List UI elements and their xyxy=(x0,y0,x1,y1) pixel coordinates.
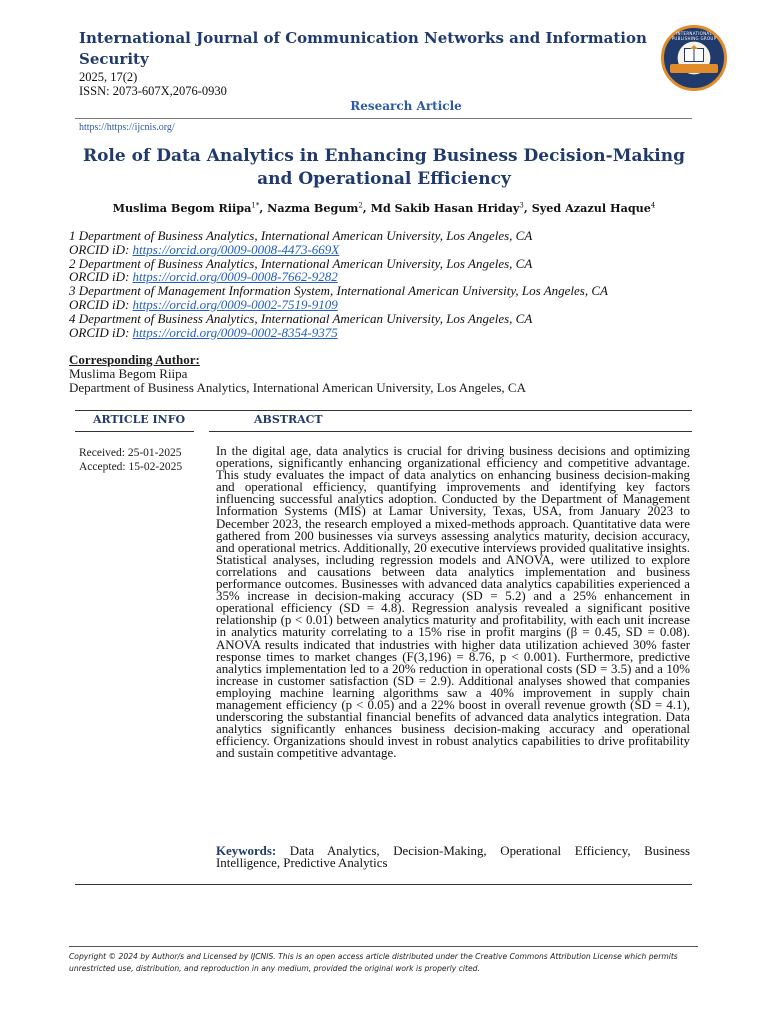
author-mark: 4 xyxy=(650,201,656,210)
orcid-link[interactable]: https://orcid.org/0009-0002-7519-9109 xyxy=(132,296,338,312)
header-divider xyxy=(75,118,692,119)
seal-ribbon xyxy=(670,64,718,73)
affiliation-orcid xyxy=(69,243,709,257)
corresponding-heading: Corresponding Author: xyxy=(69,352,200,367)
affiliation-orcid xyxy=(69,326,709,340)
affiliation-dept: 2 Department of Business Analytics, International American University, Los Angeles, CA xyxy=(69,255,533,271)
corresponding-dept: Department of Business Analytics, International American University, Los Angeles, CA xyxy=(69,380,526,395)
section-divider xyxy=(75,431,194,432)
section-divider xyxy=(209,431,692,432)
keywords-label: Keywords: xyxy=(216,844,277,858)
accepted-date: Accepted: 15-02-2025 xyxy=(79,461,183,473)
orcid-label: ORCID iD: xyxy=(69,296,133,312)
seal-ring-text: INTERNATIONAL PUBLISHING GROUP xyxy=(671,31,717,41)
orcid-label: ORCID iD: xyxy=(69,241,133,257)
journal-title: International Journal of Communication Networks and Information Security xyxy=(79,29,647,68)
author-list: Muslima Begom Riipa$^{1*}$, Nazma Begum$^2$, Md Sakib Hasan Hriday$^3$, Syed Azazul Haque$^4$ xyxy=(112,201,656,215)
copyright-footer: Copyright © 2024 by Author/s and Licensed by IJCNIS. This is an open access article distributed under the Creative Commons Attribution License which permits unrestricted use, distribution, and reproduction in any medium, provided the original work is properly cited. xyxy=(69,952,678,973)
journal-link[interactable]: https://https://ijcnis.org/ xyxy=(79,122,175,133)
author-name: Syed Azazul Haque xyxy=(531,201,651,215)
article-type: Research Article xyxy=(350,99,462,113)
orcid-link[interactable]: https://orcid.org/0009-0002-8354-9375 xyxy=(132,324,338,340)
corresponding-author xyxy=(69,353,709,395)
orcid-label: ORCID iD: xyxy=(69,269,133,285)
affiliation-orcid xyxy=(69,270,709,284)
abstract-text: In the digital age, data analytics is crucial for driving business decisions and optimizing operations, significantly enhancing organizational efficiency and competitive advantage. This study evaluates the impact of data analytics on enhancing business decision-making and operational efficiency, quantifying improvements and identifying key factors influencing successful analytics adoption. Conducted by the Department of Management Information Systems (MIS) at Lamar University, Texas, USA, from January 2023 to December 2023, the research employed a mixed-methods approach. Quantitative data were gathered from 200 businesses via surveys assessing analytics maturity, decision accuracy, and operational metrics. Additionally, 20 executive interviews provided qualitative insights. Statistical analyses, including regression models and ANOVA, were utilized to explore correlations and causations between data analytics implementation and business performance outcomes. Businesses with advanced data analytics capabilities experienced a 35% increase in decision-making accuracy (SD = 5.2) and a 25% enhancement in operational efficiency (SD = 4.8). Regression analysis revealed a significant positive relationship (p < 0.01) between analytics maturity and profitability, with each unit increase in analytics maturity correlating to a 15% rise in profit margins (β = 0.45, SD = 0.08). ANOVA results indicated that industries with higher data utilization achieved 30% faster response times to market changes (F(3,196) = 8.76, p < 0.001). Furthermore, predictive analytics implementation led to a 20% reduction in operational costs (SD = 3.5) and a 10% increase in customer satisfaction (SD = 2.9). Additional analyses showed that companies employing machine learning algorithms saw a 40% improvement in supply chain management efficiency (p < 0.05) and a 22% boost in overall revenue growth (SD = 4.1), underscoring the substantial financial benefits of advanced data analytics integration. Data analytics significantly enhances business decision-making accuracy and operational efficiency. Organizations should invest in robust analytics capabilities to drive profitability and sustain competitive advantage. xyxy=(216,444,690,761)
section-divider xyxy=(75,884,692,885)
affiliation-dept: 3 Department of Management Information System, International American University, Los Angeles, CA xyxy=(69,283,608,299)
author-name: Muslima Begom Riipa xyxy=(112,201,252,215)
footer-divider xyxy=(69,946,698,947)
keywords-list: Data Analytics, Decision-Making, Operational Efficiency, Business Intelligence, Predictive Analytics xyxy=(216,844,690,871)
author-mark: 2 xyxy=(358,201,363,210)
corresponding-name: Muslima Begom Riipa xyxy=(69,366,188,381)
journal-issn: ISSN: 2073-607X,2076-0930 xyxy=(79,84,227,98)
author-name: Nazma Begum xyxy=(267,201,359,215)
orcid-label: ORCID iD: xyxy=(69,324,133,340)
affiliation-orcid xyxy=(69,298,709,312)
affiliations xyxy=(69,229,709,339)
publisher-seal-logo xyxy=(661,25,727,91)
article-info-heading: ARTICLE INFO xyxy=(93,413,186,426)
author-name: Md Sakib Hasan Hriday xyxy=(370,201,520,215)
author-mark: 3 xyxy=(519,201,524,210)
abstract-heading: ABSTRACT xyxy=(254,413,323,426)
section-divider xyxy=(75,410,692,411)
affiliation-dept: 4 Department of Business Analytics, International American University, Los Angeles, CA xyxy=(69,310,533,326)
book-icon xyxy=(682,44,706,66)
orcid-link[interactable]: https://orcid.org/0009-0008-4473-669X xyxy=(132,241,340,257)
keywords xyxy=(216,845,690,869)
paper-title: Role of Data Analytics in Enhancing Business Decision-Making and Operational Efficiency xyxy=(82,146,686,189)
received-date: Received: 25-01-2025 xyxy=(79,447,182,459)
author-mark: 1* xyxy=(251,201,260,210)
affiliation-dept: 1 Department of Business Analytics, International American University, Los Angeles, CA xyxy=(69,228,533,243)
article-dates xyxy=(79,446,204,474)
journal-volume: 2025, 17(2) xyxy=(79,70,138,84)
orcid-link[interactable]: https://orcid.org/0009-0008-7662-9282 xyxy=(132,269,338,285)
